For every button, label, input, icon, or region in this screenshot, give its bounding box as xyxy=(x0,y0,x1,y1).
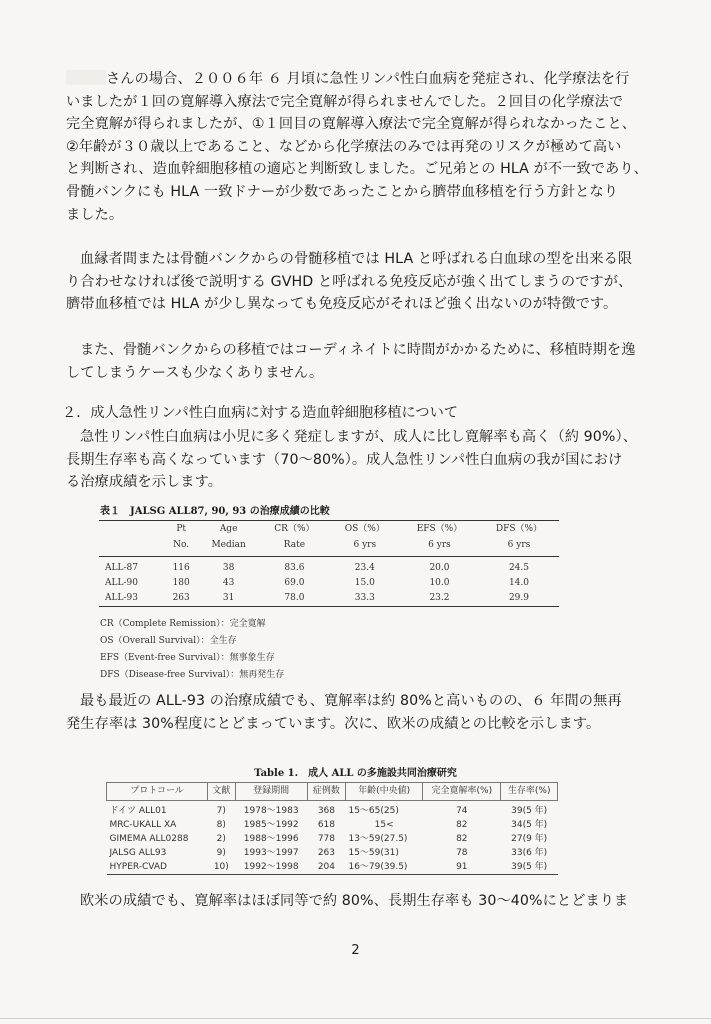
table-cell: 10) xyxy=(213,862,229,872)
text-line: り合わせなければ後で説明する GVHD と呼ばれる免疫反応が強く出てしまうのですが、 xyxy=(66,273,633,290)
table-cell: 2) xyxy=(216,834,226,844)
text-line: 長期生存率も高くなっています（70～80%）。成人急性リンパ性白血病の我が国におけ xyxy=(66,451,623,468)
table-cell: 82 xyxy=(456,834,468,844)
table-cell: 13～59(27.5) xyxy=(348,834,408,844)
table-cell: 116 xyxy=(172,563,190,573)
table-header-cell xyxy=(99,537,164,557)
table-cell: 24.5 xyxy=(508,563,529,573)
table-cell: 34(5 年) xyxy=(511,820,548,830)
table-header-cell: 登録期間 xyxy=(235,783,307,801)
table-cell: 778 xyxy=(317,834,336,844)
table-cell: 16～79(39.5) xyxy=(348,862,408,872)
table-multicenter-studies xyxy=(106,782,558,875)
table-header-row xyxy=(107,783,558,801)
table-header-cell xyxy=(99,521,164,538)
text-line: 急性リンパ性白血病は小児に多く発症しますが、成人に比し寛解率も高く（約 90%）、 xyxy=(80,429,637,445)
table-row xyxy=(107,832,558,846)
table-cell: 618 xyxy=(317,820,336,830)
table-cell: 15.0 xyxy=(354,578,375,588)
table-jalsg-caption: 表１ JALSG ALL87, 90, 93 の治療成績の比較 xyxy=(100,506,330,517)
table-cell: 29.9 xyxy=(508,593,529,603)
table-header-cell: 6 yrs xyxy=(330,537,400,557)
table-cell: ALL-90 xyxy=(105,578,138,588)
paragraph-coordination xyxy=(66,339,654,384)
table-cell: ドイツ ALL01 xyxy=(109,806,167,816)
table-header-row xyxy=(99,537,559,557)
table-row xyxy=(99,591,559,607)
table-cell: JALSG ALL93 xyxy=(109,848,167,858)
text-line: また、骨髄バンクからの移植ではコーディネイトに時間がかかるために、移植時期を逸 xyxy=(80,342,636,358)
table-cell: 1978～1983 xyxy=(243,806,299,816)
table-cell: 8) xyxy=(216,820,226,830)
table-cell: 1988～1996 xyxy=(243,834,299,844)
table-cell: ALL-93 xyxy=(105,593,138,603)
table-row xyxy=(107,801,558,819)
note-line: CR（Complete Remission）：完全寛解 xyxy=(100,619,266,629)
redacted-name xyxy=(66,70,106,85)
text-line: いましたが１回の寛解導入療法で完全寛解が得られませんでした。２回目の化学療法で xyxy=(66,93,624,110)
table-cell: MRC-UKALL XA xyxy=(109,820,177,830)
table-cell: 27(9 年) xyxy=(511,834,548,844)
table-cell: 1985～1992 xyxy=(243,820,299,830)
table-cell: 15～59(31) xyxy=(348,848,399,858)
text-line: 完全寛解が得られましたが、①１回目の寛解導入療法で完全寛解が得られなかったこと、 xyxy=(66,116,637,133)
table-cell: 263 xyxy=(317,848,336,858)
table-header-row xyxy=(99,521,559,538)
table-header-cell: No. xyxy=(164,537,198,557)
paragraph-all-overview xyxy=(66,426,654,494)
table-header-cell: Rate xyxy=(259,537,329,557)
table-cell: 39(5 年) xyxy=(511,806,548,816)
text-line: してしまうケースも少なくありません。 xyxy=(66,364,324,381)
paragraph-case-history xyxy=(66,68,654,226)
table-cell: ALL-87 xyxy=(105,563,138,573)
table-cell: 20.0 xyxy=(429,563,450,573)
table-header-cell: 文献 xyxy=(208,783,235,801)
table-row xyxy=(107,818,558,832)
table-cell: 263 xyxy=(172,593,190,603)
table-cell: 39(5 年) xyxy=(511,862,548,872)
table-cell: 78.0 xyxy=(284,593,305,603)
table-cell: 368 xyxy=(317,806,336,816)
table-row xyxy=(99,576,559,591)
note-line: EFS（Event-free Survival）：無事象生存 xyxy=(100,653,275,663)
paragraph-hla-explanation xyxy=(66,248,654,316)
table-row xyxy=(99,557,559,577)
table-header-cell: CR（%） xyxy=(274,524,315,534)
table-cell: 33.3 xyxy=(354,593,375,603)
table-header-cell: 症例数 xyxy=(307,783,345,801)
abbreviation-notes xyxy=(100,616,284,684)
table-cell: 1993～1997 xyxy=(243,848,299,858)
table-cell: 91 xyxy=(456,862,468,872)
table-cell: 69.0 xyxy=(284,578,305,588)
table-cell: 204 xyxy=(317,862,336,872)
table-cell: 7) xyxy=(216,806,226,816)
table-header-cell: DFS（%） xyxy=(495,524,543,534)
table-cell: 78 xyxy=(456,848,468,858)
table-header-cell: Age xyxy=(219,524,238,534)
text-line: 臍帯血移植では HLA が少し異なっても免疫反応がそれほど強く出ないのが特徴です。 xyxy=(66,296,618,313)
text-line: さんの場合、２００６年 ６ 月頃に急性リンパ性白血病を発症され、化学療法を行 xyxy=(66,68,654,91)
table-cell: 33(6 年) xyxy=(511,848,548,858)
table-cell: GIMEMA ALL0288 xyxy=(109,834,189,844)
text-line: 欧米の成績でも、寛解率はほぼ同等で約 80%、長期生存率も 30～40%にとどまりま xyxy=(80,893,629,909)
table-row xyxy=(107,860,558,875)
table-header-cell: 6 yrs xyxy=(479,537,559,557)
text-line: 骨髄バンクにも HLA 一致ドナーが少数であったことから臍帯血移植を行う方針となり xyxy=(66,183,619,200)
table-row xyxy=(107,846,558,860)
table-cell: 23.2 xyxy=(429,593,450,603)
page-number: 2 xyxy=(351,943,360,958)
table-cell: 82 xyxy=(456,820,468,830)
table-cell: 14.0 xyxy=(508,578,529,588)
table-cell: 10.0 xyxy=(429,578,450,588)
table-header-cell: Pt xyxy=(176,524,186,534)
text-line: ました。 xyxy=(66,206,124,223)
paragraph-all93-results xyxy=(66,690,654,735)
table-cell: 83.6 xyxy=(284,563,305,573)
table-cell: 180 xyxy=(172,578,190,588)
table-cell: 23.4 xyxy=(354,563,375,573)
table-cell: 43 xyxy=(222,578,235,588)
paragraph-western-results xyxy=(66,890,654,913)
table-cell: 1992～1998 xyxy=(243,862,299,872)
text-line: 発生存率は 30%程度にとどまっています。次に、欧米の成績との比較を示します。 xyxy=(66,715,601,732)
table-jalsg-results xyxy=(99,520,559,607)
table-header-cell: プロトコール xyxy=(107,783,208,801)
table-cell: 9) xyxy=(216,848,226,858)
table-header-cell: EFS（%） xyxy=(416,524,463,534)
table-header-cell: Median xyxy=(198,537,259,557)
table-cell: 74 xyxy=(456,806,468,816)
table-cell: 15< xyxy=(374,820,394,830)
text-line: 血縁者間または骨髄バンクからの骨髄移植では HLA と呼ばれる白血球の型を出来る限 xyxy=(80,251,633,267)
table-cell: 31 xyxy=(222,593,235,603)
table-header-cell: 年齢(中央値) xyxy=(345,783,422,801)
section-heading: ２．成人急性リンパ性白血病に対する造血幹細胞移植について xyxy=(62,405,458,421)
table-cell: HYPER-CVAD xyxy=(109,862,167,872)
table-cell: 15～65(25) xyxy=(348,806,399,816)
page-edge-divider xyxy=(0,1018,711,1019)
table-header-cell: OS（%） xyxy=(344,524,385,534)
text-line: る治療成績を示します。 xyxy=(66,474,223,491)
table-cell: 38 xyxy=(222,563,235,573)
table-multicenter-caption: Table 1. 成人 ALL の多施設共同治療研究 xyxy=(254,768,457,779)
table-header-cell: 完全寛解率(%) xyxy=(423,783,501,801)
text-line: ②年齢が３０歳以上であること、などから化学療法のみでは再発のリスクが極めて高い xyxy=(66,138,622,155)
text-line: 最も最近の ALL-93 の治療成績でも、寛解率は約 80%と高いものの、６ 年間の無再 xyxy=(80,693,622,709)
note-line: OS（Overall Survival）：全生存 xyxy=(100,636,237,646)
note-line: DFS（Disease-free Survival）：無再発生存 xyxy=(100,670,285,680)
table-header-cell: 生存率(%) xyxy=(501,783,558,801)
table-header-cell: 6 yrs xyxy=(400,537,479,557)
text-line: と判断され、造血幹細胞移植の適応と判断致しました。ご兄弟との HLA が不一致であり、 xyxy=(66,161,648,178)
